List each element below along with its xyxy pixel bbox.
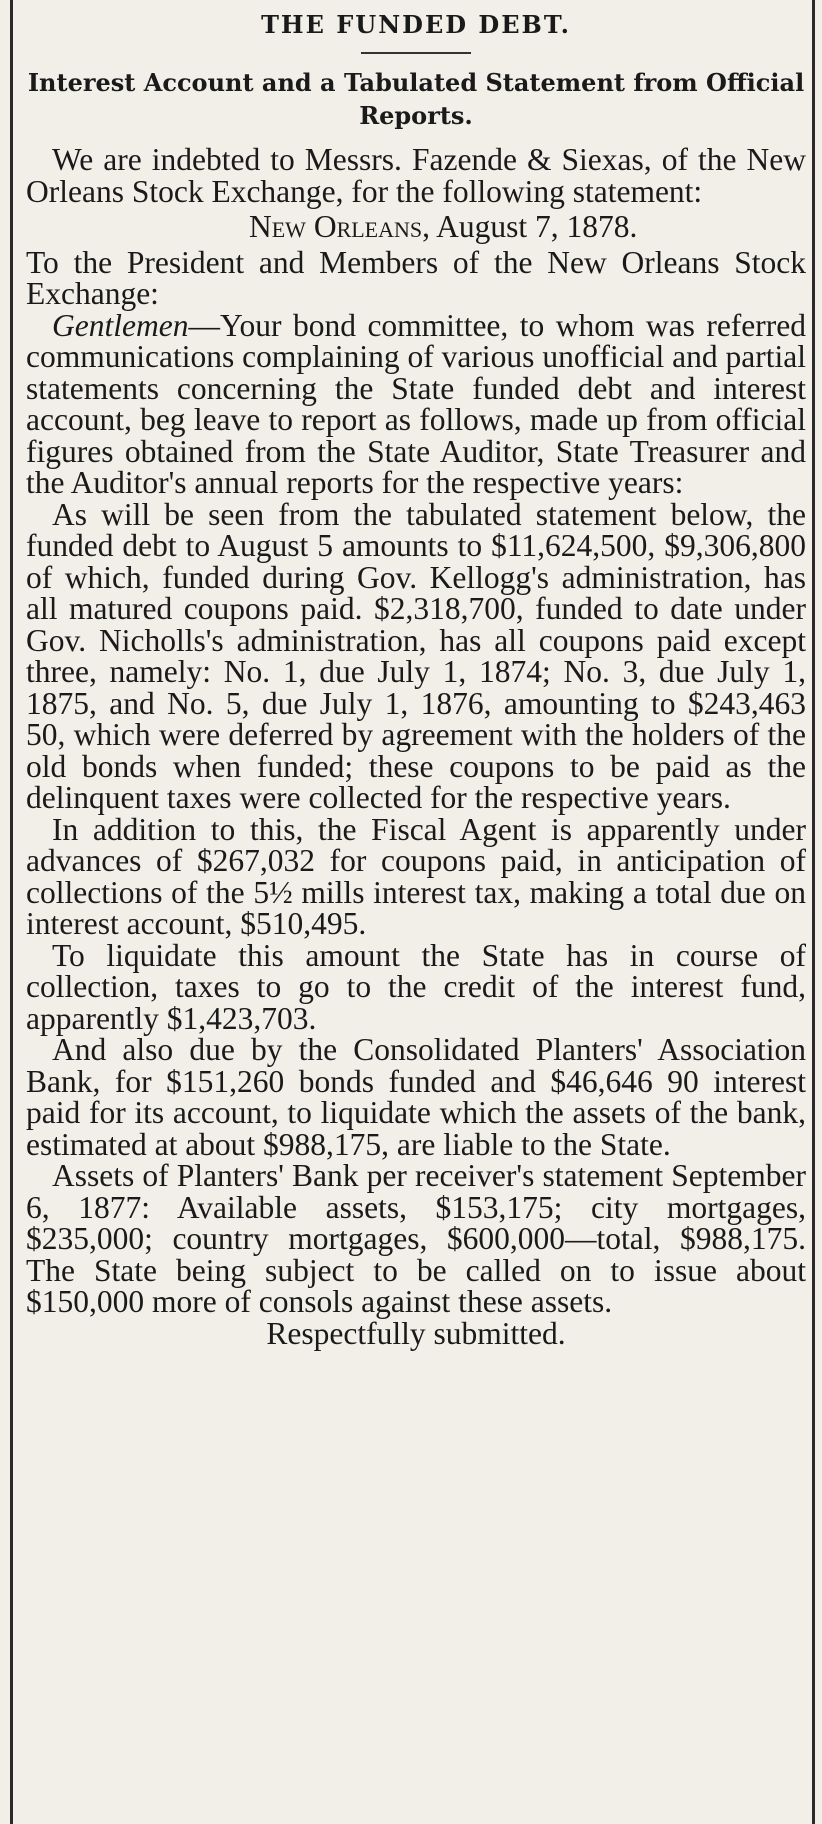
assets-paragraph: Assets of Planters' Bank per receiver's statement September 6, 1877: Available assets, $153,175; city mortgages, $235,000; country mortgages, $600,000—total, $988,175. The State being subject to be called on to issue about $150,000 more of consols against these assets.: [26, 1158, 806, 1319]
tabulated-paragraph: As will be seen from the tabulated statement below, the funded debt to August 5 amounts to $11,624,500, $9,306,800 of which, funded during Gov. Kellogg's administration, has all matured coupons paid. $2,318,700, funded to date under Gov. Nicholls's administration, has all coupons paid except three, namely: No. 1, due July 1, 1874; No. 3, due July 1, 1875, and No. 5, due July 1, 1876, amounting to $243,463 50, which were deferred by agreement with the holders of the old bonds when funded; these coupons to be paid as the delinquent taxes were collected for the respective years.: [26, 496, 806, 815]
article-body: [26, 144, 806, 1349]
dateline: [26, 211, 806, 243]
article-headline: THE FUNDED DEBT.: [261, 10, 571, 39]
article-column: [26, 6, 806, 1349]
planters-bank-paragraph: And also due by the Consolidated Planters' Association Bank, for $151,260 bonds funded and $46,646 90 interest paid for its account, to liquidate which the assets of the bank, estimated at about $988,175, are liable to the State.: [26, 1032, 806, 1162]
headline-divider: [361, 52, 471, 54]
column-rule-left: [10, 0, 13, 1824]
column-rule-right: [812, 0, 815, 1824]
dateline-place: New Orleans: [249, 209, 423, 244]
intro-paragraph: We are indebted to Messrs. Fazende & Siexas, of the New Orleans Stock Exchange, for the following statement:: [26, 142, 806, 209]
committee-paragraph: [26, 307, 806, 500]
fiscal-agent-paragraph: In addition to this, the Fiscal Agent is apparently under advances of $267,032 for coupons paid, in anticipation of collections of the 5½ mills interest tax, making a total due on interest account, $510,495.: [26, 811, 806, 941]
article-subheadline: Interest Account and a Tabulated Statement from Official Reports.: [27, 68, 805, 130]
signoff: Respectfully submitted.: [266, 1315, 566, 1351]
liquidate-paragraph: To liquidate this amount the State has in course of collection, taxes to go to the credit of the interest fund, apparently $1,423,703.: [26, 937, 806, 1036]
address-paragraph: To the President and Members of the New Orleans Stock Exchange:: [26, 244, 806, 311]
dateline-date: , August 7, 1878.: [422, 209, 638, 244]
salutation: Gentlemen: [52, 307, 189, 343]
committee-text: —Your bond committee, to whom was referred communications complaining of various unofficial and partial statements concerning the State funded debt and interest account, beg leave to report as follows, made up from official figures obtained from the State Auditor, State Treasurer and the Auditor's annual reports for the respective years:: [26, 307, 806, 500]
